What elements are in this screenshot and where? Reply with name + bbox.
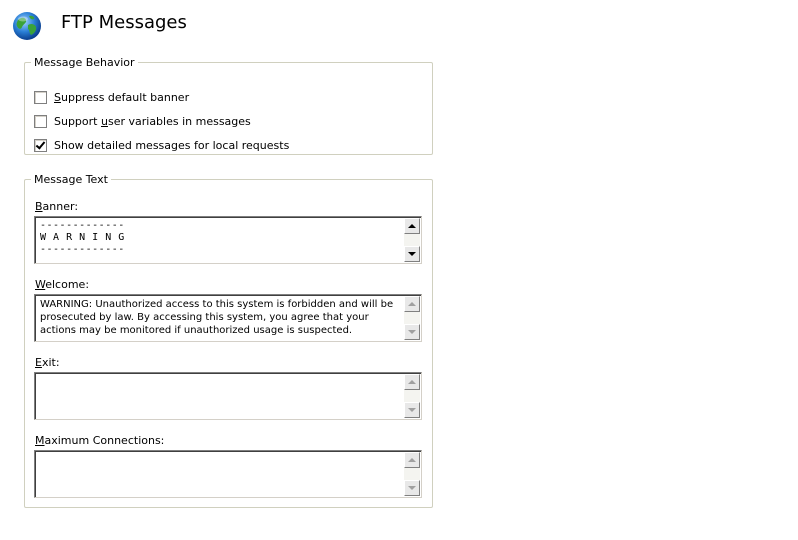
- max-connections-textarea[interactable]: [34, 450, 422, 498]
- scroll-up-button[interactable]: [404, 296, 420, 312]
- banner-scrollbar[interactable]: [404, 218, 420, 262]
- message-text-legend: Message Text: [34, 173, 108, 186]
- chevron-down-icon: [408, 252, 416, 256]
- welcome-textarea[interactable]: [34, 294, 422, 342]
- chevron-down-icon: [408, 330, 416, 334]
- user-variables-label: Support user variables in messages: [54, 114, 251, 128]
- scroll-track[interactable]: [404, 312, 420, 324]
- banner-text[interactable]: ------------- W A R N I N G -------------: [40, 220, 125, 255]
- chevron-down-icon: [408, 486, 416, 490]
- exit-scrollbar[interactable]: [404, 374, 420, 418]
- scroll-down-button[interactable]: [404, 246, 420, 262]
- scroll-track[interactable]: [404, 390, 420, 402]
- suppress-banner-label: Suppress default banner: [54, 90, 190, 104]
- chevron-up-icon: [408, 302, 416, 306]
- max-connections-text[interactable]: [40, 454, 399, 495]
- chevron-up-icon: [408, 224, 416, 228]
- suppress-banner-checkbox[interactable]: [34, 91, 47, 104]
- scroll-track[interactable]: [404, 234, 420, 246]
- message-behavior-group: [24, 56, 433, 155]
- scroll-down-button[interactable]: [404, 402, 420, 418]
- scroll-down-button[interactable]: [404, 324, 420, 340]
- scroll-down-button[interactable]: [404, 480, 420, 496]
- detailed-messages-label: Show detailed messages for local requests: [54, 138, 290, 152]
- welcome-scrollbar[interactable]: [404, 296, 420, 340]
- chevron-down-icon: [408, 408, 416, 412]
- scroll-up-button[interactable]: [404, 374, 420, 390]
- message-behavior-legend: Message Behavior: [34, 56, 135, 69]
- chevron-up-icon: [408, 380, 416, 384]
- exit-textarea[interactable]: [34, 372, 422, 420]
- welcome-text[interactable]: WARNING: Unauthorized access to this system is forbidden and will be prosecuted by law. By accessing this system, you agree that your actions may be monitored if unauthorized usage is suspected.: [40, 299, 397, 336]
- exit-text[interactable]: [40, 376, 399, 417]
- banner-label: Banner:: [35, 200, 79, 213]
- detailed-messages-option[interactable]: [34, 137, 289, 153]
- page-title: FTP Messages: [61, 12, 187, 33]
- scroll-up-button[interactable]: [404, 218, 420, 234]
- globe-icon: [12, 11, 42, 41]
- welcome-label: Welcome:: [35, 278, 90, 291]
- scroll-up-button[interactable]: [404, 452, 420, 468]
- detailed-messages-checkbox[interactable]: [34, 139, 47, 152]
- message-text-group: [24, 173, 433, 508]
- chevron-up-icon: [408, 458, 416, 462]
- user-variables-checkbox[interactable]: [34, 115, 47, 128]
- scroll-track[interactable]: [404, 468, 420, 480]
- user-variables-option[interactable]: [34, 113, 251, 129]
- max-connections-label: Maximum Connections:: [35, 434, 165, 447]
- exit-label: Exit:: [35, 356, 60, 369]
- suppress-banner-option[interactable]: [34, 89, 189, 105]
- banner-textarea[interactable]: [34, 216, 422, 264]
- max-connections-scrollbar[interactable]: [404, 452, 420, 496]
